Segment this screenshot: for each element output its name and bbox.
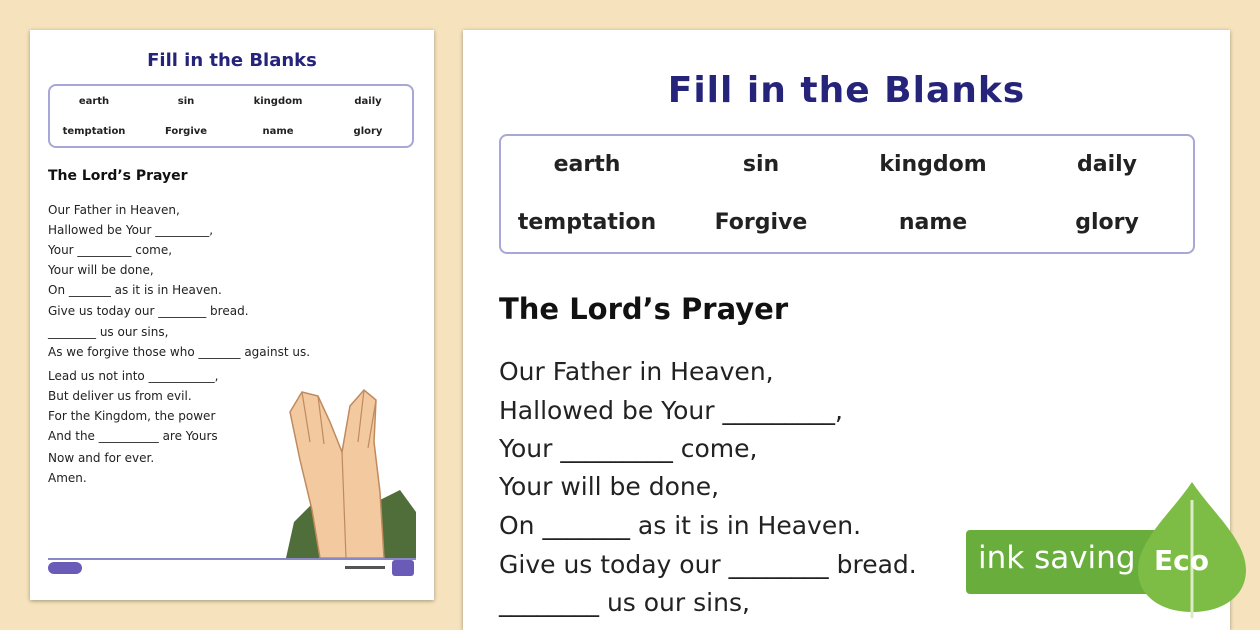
- prayer-line: For the Kingdom, the power: [48, 409, 216, 423]
- word-bank-item: name: [262, 126, 294, 137]
- prayer-line: Our Father in Heaven,: [48, 203, 180, 217]
- prayer-line: And the __________ are Yours: [48, 429, 218, 443]
- logo-icon: [48, 562, 82, 574]
- small-prayer-heading: The Lord’s Prayer: [48, 168, 188, 184]
- prayer-line: Your will be done,: [499, 472, 720, 501]
- prayer-line: On _______ as it is in Heaven.: [48, 283, 222, 297]
- prayer-line: Give us today our ________ bread.: [48, 304, 249, 318]
- prayer-line: On _______ as it is in Heaven.: [499, 511, 862, 540]
- word-bank-item: kingdom: [879, 152, 987, 177]
- prayer-line: Your _________ come,: [48, 243, 173, 257]
- word-bank-item: Forgive: [714, 210, 808, 235]
- small-sheet-title: Fill in the Blanks: [147, 50, 317, 71]
- prayer-line: Hallowed be Your _________,: [499, 396, 843, 425]
- brand-mark-icon: [392, 560, 414, 576]
- praying-hands-illustration: [280, 382, 416, 558]
- word-bank-item: glory: [353, 126, 383, 137]
- large-prayer-heading: The Lord’s Prayer: [499, 292, 789, 326]
- word-bank-item: kingdom: [253, 96, 303, 107]
- word-bank-item: glory: [1075, 210, 1139, 235]
- word-bank-item: Forgive: [164, 126, 208, 137]
- eco-badge-label: ink saving: [978, 540, 1136, 576]
- large-word-bank: [499, 134, 1195, 254]
- ink-saving-eco-badge: [966, 482, 1250, 622]
- prayer-line: But deliver us from evil.: [48, 389, 192, 403]
- word-bank-item: daily: [1076, 152, 1138, 177]
- eco-tag: Eco: [1154, 544, 1209, 577]
- small-worksheet-preview: [30, 30, 434, 600]
- word-bank-item: earth: [78, 96, 110, 107]
- footer-divider: [48, 558, 416, 560]
- word-bank-item: temptation: [62, 126, 126, 137]
- word-bank-item: sin: [742, 152, 780, 177]
- prayer-line: ________ us our sins,: [48, 325, 169, 339]
- prayer-line: Our Father in Heaven,: [499, 357, 774, 386]
- word-bank-item: earth: [553, 152, 621, 177]
- footer-credit-mark: [345, 566, 385, 569]
- prayer-line: Your _________ come,: [499, 434, 758, 463]
- small-word-bank: [48, 84, 414, 148]
- large-sheet-title: Fill in the Blanks: [667, 70, 1026, 111]
- prayer-line: ________ us our sins,: [499, 588, 750, 617]
- word-bank-item: temptation: [517, 210, 657, 235]
- prayer-line: Amen.: [48, 471, 87, 485]
- prayer-line: As we forgive those who _______ against us.: [48, 345, 311, 359]
- prayer-line: Give us today our ________ bread.: [499, 550, 917, 579]
- prayer-line: Now and for ever.: [48, 451, 155, 465]
- word-bank-item: name: [898, 210, 968, 235]
- word-bank-item: sin: [177, 96, 195, 107]
- word-bank-item: daily: [354, 96, 382, 107]
- prayer-line: Hallowed be Your _________,: [48, 223, 214, 237]
- prayer-line: Your will be done,: [48, 263, 154, 277]
- prayer-line: Lead us not into ___________,: [48, 369, 219, 383]
